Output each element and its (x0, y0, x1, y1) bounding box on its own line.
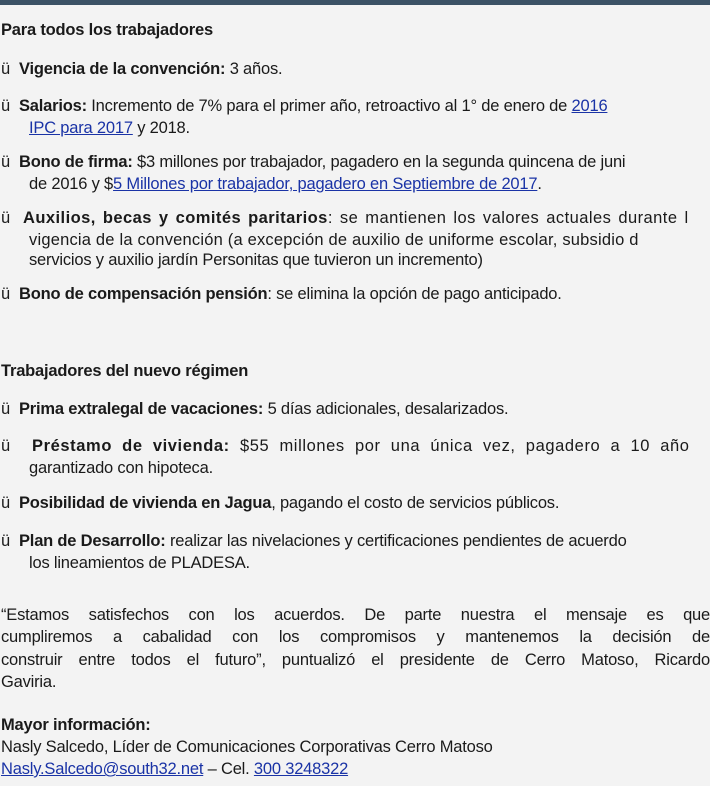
checkmark-bullet-icon: ü (1, 494, 10, 512)
list-item: ü Bono de firma: $3 millones por trabajador, pagadero en la segunda quincena de juni (1, 153, 626, 171)
link-2016[interactable]: 2016 (571, 97, 608, 115)
checkmark-bullet-icon: ü (1, 209, 11, 227)
list-item: ü Vigencia de la convención: 3 años. (1, 60, 283, 78)
checkmark-bullet-icon: ü (1, 97, 10, 115)
quote-line: Gaviria. (1, 673, 57, 691)
checkmark-bullet-icon: ü (1, 60, 10, 78)
list-item-continuation: garantizado con hipoteca. (29, 459, 213, 477)
list-item: ü Préstamo de vivienda: $55 millones por una única vez, pagadero a 10 año (1, 437, 690, 455)
checkmark-bullet-icon: ü (1, 285, 10, 303)
list-item: ü Posibilidad de vivienda en Jagua, pagando el costo de servicios públicos. (1, 494, 560, 512)
list-item-continuation: IPC para 2017 y 2018. (29, 119, 190, 137)
contact-details: Nasly.Salcedo@south32.net – Cel. 300 3248322 (1, 760, 349, 778)
contact-heading: Mayor información: (1, 716, 151, 734)
link-ipc-2017[interactable]: IPC para 2017 (29, 119, 133, 137)
list-item-continuation: servicios y auxilio jardín Personitas que tuvieron un incremento) (29, 251, 483, 269)
quote-line: “Estamos satisfechos con los acuerdos. De parte nuestra el mensaje es que (1, 606, 710, 624)
list-item-continuation: los lineamientos de PLADESA. (29, 554, 250, 572)
section-heading-new-regime: Trabajadores del nuevo régimen (1, 362, 249, 380)
list-item: ü Salarios: Incremento de 7% para el primer año, retroactivo al 1° de enero de 2016 (1, 97, 608, 115)
top-bar (0, 0, 710, 5)
phone-link[interactable]: 300 3248322 (253, 760, 349, 778)
quote-line: construir entre todos el futuro”, puntualizó el presidente de Cerro Matoso, Ricardo (1, 651, 710, 669)
list-item: ü Bono de compensación pensión: se elimina la opción de pago anticipado. (1, 285, 562, 303)
checkmark-bullet-icon: ü (1, 400, 10, 418)
quote-line: cumpliremos a cabalidad con los compromisos y mantenemos la decisión de (1, 628, 710, 646)
list-item-continuation: de 2016 y $5 Millones por trabajador, pagadero en Septiembre de 2017. (29, 175, 542, 193)
list-item: ü Auxilios, becas y comités paritarios: se mantienen los valores actuales durante l (1, 209, 689, 227)
contact-name: Nasly Salcedo, Líder de Comunicaciones Corporativas Cerro Matoso (1, 738, 493, 756)
checkmark-bullet-icon: ü (1, 532, 10, 550)
list-item: ü Plan de Desarrollo: realizar las nivelaciones y certificaciones pendientes de acuerdo (1, 532, 627, 550)
checkmark-bullet-icon: ü (1, 153, 10, 171)
link-bono-2017[interactable]: 5 Millones por trabajador, pagadero en Septiembre de 2017 (113, 175, 538, 193)
section-heading-all-workers: Para todos los trabajadores (1, 21, 213, 39)
list-item-continuation: vigencia de la convención (a excepción de auxilio de uniforme escolar, subsidio d (29, 231, 639, 249)
list-item: ü Prima extralegal de vacaciones: 5 días adicionales, desalarizados. (1, 400, 509, 418)
email-link[interactable]: Nasly.Salcedo@south32.net (1, 760, 204, 778)
checkmark-bullet-icon: ü (1, 437, 11, 455)
